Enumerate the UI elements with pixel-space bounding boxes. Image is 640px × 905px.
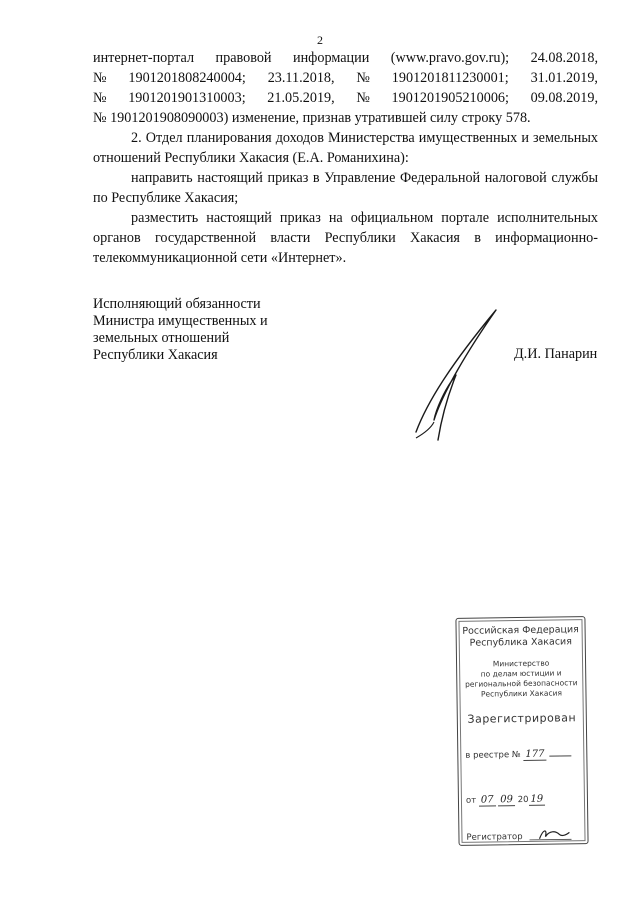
- paragraph1-line2: [93, 68, 598, 88]
- registrar-label: Регистратор: [466, 832, 523, 843]
- date-label: от: [465, 795, 477, 806]
- registration-stamp: [455, 616, 588, 846]
- blank-line: [549, 755, 571, 756]
- registry-label: в реестре №: [465, 750, 521, 761]
- date-year: 19: [528, 794, 545, 806]
- text-fragment: 24.08.2018,: [530, 50, 598, 66]
- item2-line2: органов государственной власти Республики Хакасия в информационно-: [93, 230, 598, 246]
- stamp-line: Республики Хакасия: [480, 688, 563, 699]
- document-body: [93, 48, 598, 268]
- text-fragment: №: [356, 70, 370, 86]
- text-fragment: 1901201901310003;: [128, 90, 246, 106]
- text-fragment: №: [356, 90, 370, 106]
- paragraph2-line1: 2. Отдел планирования доходов Министерства имущественных и земельных: [131, 130, 598, 146]
- item1-line1: направить настоящий приказ в Управление Федеральной налоговой службы: [131, 170, 598, 186]
- text-fragment: (www.pravo.gov.ru);: [390, 50, 510, 66]
- signatory-line: Министра имущественных и: [93, 313, 268, 329]
- page-number: 2: [317, 33, 323, 47]
- date-year-prefix: 20: [517, 794, 529, 806]
- stamp-border: [458, 619, 585, 843]
- date-day: 07: [479, 794, 496, 806]
- registry-number: 177: [523, 749, 546, 761]
- text-fragment: №: [93, 90, 107, 106]
- date-month: 09: [498, 794, 515, 806]
- text-fragment: правовой: [215, 50, 272, 66]
- text-fragment: 1901201905210006;: [391, 90, 509, 106]
- stamp-line: региональной безопасности: [464, 678, 578, 689]
- stamp-line: Республика Хакасия: [469, 636, 572, 649]
- stamp-line: Министерство: [492, 658, 550, 669]
- stamp-line: по делам юстиции и: [480, 668, 562, 679]
- paragraph1-line4: № 1901201908090003) изменение, признав утратившей силу строку 578.: [93, 110, 531, 126]
- signatory-line: земельных отношений: [93, 330, 230, 346]
- text-fragment: 1901201811230001;: [391, 70, 509, 86]
- text-fragment: 1901201808240004;: [128, 70, 246, 86]
- text-fragment: 09.08.2019,: [530, 90, 598, 106]
- stamp-registry-row: [465, 748, 571, 760]
- text-fragment: интернет-портал: [93, 50, 195, 66]
- handwritten-signature: [398, 300, 508, 450]
- signer-name: Д.И. Панарин: [514, 346, 598, 362]
- text-fragment: 21.05.2019,: [267, 90, 335, 106]
- text-fragment: 23.11.2018,: [267, 70, 335, 86]
- text-fragment: 31.01.2019,: [530, 70, 598, 86]
- paragraph1-line3: [93, 88, 598, 108]
- stamp-line: Российская Федерация: [462, 624, 579, 637]
- paragraph1-line1: [93, 48, 598, 68]
- stamp-registered: Зарегистрирован: [467, 711, 577, 726]
- signatory-title: [93, 296, 268, 364]
- signatory-line: Республики Хакасия: [93, 347, 218, 363]
- text-fragment: информации: [293, 50, 370, 66]
- item2-line3: телекоммуникационной сети «Интернет».: [93, 250, 347, 266]
- stamp-registrar-row: [466, 826, 575, 844]
- registrar-signature: [525, 826, 575, 843]
- paragraph2-line2: отношений Республики Хакасия (Е.А. Романихина):: [93, 150, 409, 166]
- text-fragment: №: [93, 70, 107, 86]
- signatory-line: Исполняющий обязанности: [93, 296, 261, 312]
- stamp-date-row: [466, 794, 545, 806]
- item1-line2: по Республике Хакасия;: [93, 190, 239, 206]
- item2-line1: разместить настоящий приказ на официальном портале исполнительных: [131, 210, 598, 226]
